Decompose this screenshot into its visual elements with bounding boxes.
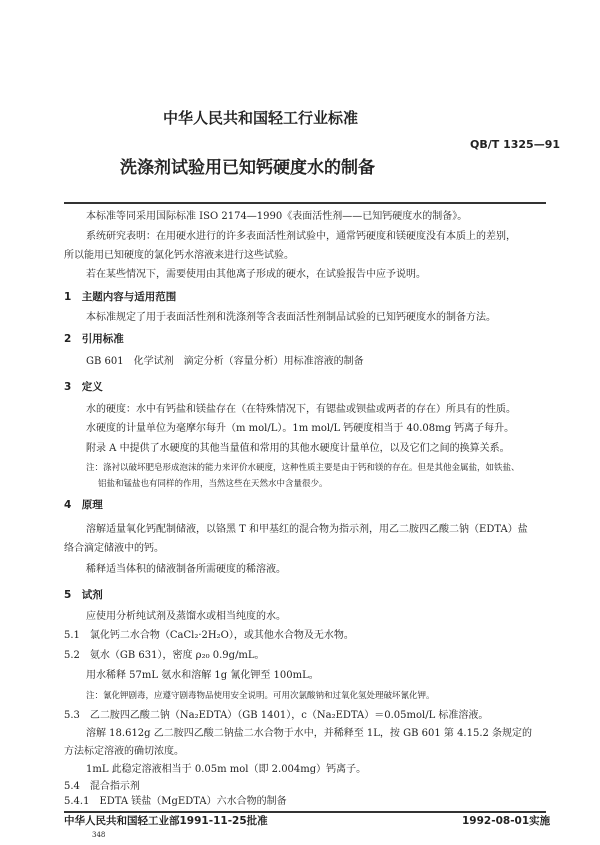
section-heading: 2 引用标准 bbox=[64, 333, 124, 345]
paragraph: GB 601 化学试剂 滴定分析（容量分析）用标准溶液的制备 bbox=[86, 356, 364, 367]
paragraph: 络合滴定储液中的钙。 bbox=[64, 543, 164, 554]
footer-rule bbox=[64, 811, 546, 813]
paragraph: 本标准规定了用于表面活性剂和洗涤剂等含表面活性剂制品试验的已知钙硬度水的制备方法。 bbox=[86, 312, 496, 323]
page-number: 348 bbox=[92, 831, 106, 839]
standard-code: QB/T 1325—91 bbox=[470, 138, 561, 151]
note: 铝盐和锰盐也有同样的作用，当然这些在天然水中含量很少。 bbox=[98, 479, 328, 489]
note: 注：氰化钾剧毒，应遵守剧毒物品使用安全说明。可用次氯酸钠和过氧化氢处理破坏氰化钾。 bbox=[86, 691, 435, 701]
paragraph: 应使用分析纯试剂及蒸馏水或相当纯度的水。 bbox=[86, 611, 286, 622]
intro-line: 若在某些情况下，需要使用由其他离子形成的硬水，在试验报告中应予说明。 bbox=[86, 269, 426, 280]
issuer-title: 中华人民共和国轻工行业标准 bbox=[163, 109, 359, 127]
effective-date: 1992-08-01实施 bbox=[462, 815, 551, 827]
document-title: 洗涤剂试验用已知钙硬度水的制备 bbox=[120, 158, 375, 178]
paragraph: 附录 A 中提供了水硬度的其他当量值和常用的其他水硬度计量单位，以及它们之间的换算关系。 bbox=[86, 443, 510, 454]
intro-line: 本标准等同采用国际标准 ISO 2174—1990《表面活性剂——已知钙硬度水的制备》。 bbox=[86, 211, 468, 222]
intro-line: 系统研究表明：在用硬水进行的许多表面活性剂试验中，通常钙硬度和镁硬度没有本质上的差别， bbox=[86, 231, 516, 242]
section-heading: 5 试剂 bbox=[64, 589, 103, 601]
clause: 5.3 乙二胺四乙酸二钠（Na₂EDTA）（GB 1401），c（Na₂EDTA）＝0.05mol/L 标准溶液。 bbox=[64, 710, 489, 721]
section-heading: 1 主题内容与适用范围 bbox=[64, 291, 177, 303]
paragraph: 1mL 此稳定溶液相当于 0.05m mol（即 2.004mg）钙离子。 bbox=[86, 764, 367, 775]
paragraph: 稀释适当体积的储液制备所需硬度的稀溶液。 bbox=[86, 564, 286, 575]
approval-date: 中华人民共和国轻工业部1991-11-25批准 bbox=[64, 815, 268, 827]
paragraph: 水硬度的计量单位为毫摩尔每升（m mol/L）。1m mol/L 钙硬度相当于 40.08mg 钙离子每升。 bbox=[86, 423, 515, 434]
paragraph: 用水稀释 57mL 氨水和溶解 1g 氰化钾至 100mL。 bbox=[86, 670, 319, 681]
intro-line: 所以能用已知硬度的氯化钙水溶液来进行这些试验。 bbox=[64, 250, 294, 261]
clause-5-4: 5.4 混合指示剂 bbox=[64, 781, 140, 792]
paragraph: 溶解适量氧化钙配制储液，以铬黑 T 和甲基红的混合物为指示剂，用乙二胺四乙酸二钠（EDTA）盐 bbox=[86, 524, 528, 535]
paragraph: 溶解 18.612g 乙二胺四乙酸二钠盐二水合物于水中，并稀释至 1L，按 GB 601 第 4.15.2 条规定的 bbox=[86, 728, 533, 739]
header-rule bbox=[64, 202, 546, 204]
clause: 5.1 氯化钙二水合物（CaCl₂·2H₂O），或其他水合物及无水物。 bbox=[64, 630, 354, 641]
paragraph: 水的硬度：水中有钙盐和镁盐存在（在特殊情况下，有锶盐或钡盐或两者的存在）所具有的性质。 bbox=[86, 404, 516, 415]
clause-5-4-1: 5.4.1 EDTA 镁盐（MgEDTA）六水合物的制备 bbox=[64, 796, 287, 807]
clause: 5.2 氨水（GB 631），密度 ρ₂₀ 0.9g/mL。 bbox=[64, 650, 265, 661]
section-heading: 4 原理 bbox=[64, 499, 103, 511]
note: 注：涤衬以破坏肥皂形成泡沫的能力来评价水硬度，这种性质主要是由于钙和镁的存在。但是其他金属盐，如铁盐、 bbox=[86, 463, 520, 473]
section-heading: 3 定义 bbox=[64, 381, 103, 393]
paragraph: 方法标定溶液的确切浓度。 bbox=[64, 746, 184, 757]
